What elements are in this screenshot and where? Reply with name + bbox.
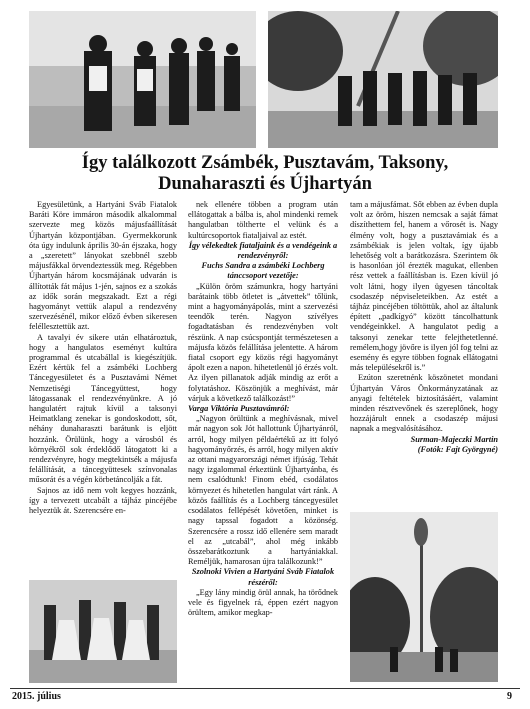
subheading: Így vélekedtek fiataljaink és a vendégeink a rendezvényről: <box>188 240 338 261</box>
paragraph: Sajnos az idő nem volt kegyes hozzánk, így a tervezett utcabált a tájház pincéjébe helyeztük át. Szerencsére en- <box>29 485 177 516</box>
paragraph: tam a májusfámat. Sőt ebben az évben dupla volt az öröm, hiszen nemcsak a saját fámat díszíthettem fel, hanem a vőrosét is. Nagy élmény volt, hogy a pusztavámiak és a zsámbékiak is jelen voltak, így újabb lehetőség volt a barátkozásra. Szerintem ők is hasonlóan jól érezték magukat, ellenben rész vettek a faállításban is. Ezen kívül jó volt látni, hogy ilyen ügyesen táncoltak csodaszép népviseleteikben. Az estét a tájház pincéjében töltöttük, ahol az általunk épített „padkígyó” között táncolhattunk vendégeinkkel. A hangulatot pedig a taksonyi zenekar tette felejthetetlenné. remélem,hogy jövőre is ilyen jól fog telni az esemény és egyre többen fognak ellátogatni más településekről is.” <box>350 200 498 373</box>
photo-dancing-couples <box>29 580 177 683</box>
subheading: Varga Viktória Pusztavámról: <box>188 404 290 414</box>
photo-parade-dancers <box>29 11 256 148</box>
text-column-3 <box>350 200 498 455</box>
paragraph: „Egy lány mindig örül annak, ha törődnek vele és figyelnek rá, éppen ezért nagyon örültem, amikor megkap- <box>188 587 338 618</box>
subheading: Fuchs Sandra a zsámbéki Lochberg tánccsoport vezetője: <box>201 261 325 281</box>
photo-maypole-raising <box>268 11 498 148</box>
footer-rule <box>10 688 520 689</box>
author-signature: Surman-Majeczki Martin <box>410 434 498 444</box>
page-number: 9 <box>507 691 512 702</box>
text-column-1 <box>29 200 177 516</box>
text-column-2 <box>188 200 338 618</box>
subheading: Szolnoki Vivien a Hartyáni Sváb Fiatalok részéről: <box>191 567 335 587</box>
paragraph: nek ellenére többen a program után ellátogattak a bálba is, ahol mindenki remek hangulatban töltheтte el velünk és a kultúrcsoportok fiataljaival az estét. <box>188 200 338 240</box>
author-signature: (Fotók: Fajt Györgyné) <box>417 444 498 454</box>
article-title-line-1: Így találkozott Zsámbék, Pusztavám, Taksony, <box>81 153 449 173</box>
paragraph: „Külön öröm számunkra, hogy hartyáni barátaink több ötletet is „átvettek” tőlünk, mint a hagyományápolás, mint a szervezési teendők terén. Nagyon szívélyes fogadtatásban és rendezvényben volt részünk. A nap csúcspontját természetesen a májusfa közös felállítása jelentette. A három fiatal csoport egy közös régi hagyományt ápolt ezen a napon. hihetetlenül jó érzés volt. Az ilyen pillanatok adják mindig az erőt a folytatáshoz. Köszönjük a meghívást, már várjuk a következő találkozást!” <box>188 281 338 403</box>
paragraph: Ezúton szeretnénk köszönetet mondani Újhartyán Város Önkormányzatának az anyagi feltételek biztosításáért, valamint minden résztvevőnek és szereplőnek, hogy hozzájárult ennek a csodaszép májusi napnak a megvalósításához. <box>350 373 498 434</box>
paragraph: „Nagyon örültünk a meghívásnak, mivel már nagyon sok Jót hallottunk Újhartyánról, arról, hogy milyen példaértékű az itt folyó hagyományőrzés, és arról, hogy milyen aktív az ottani magyarországi német ifjúság. Tehát nagy izgalommal érkeztünk Újhartyánba, és nem csalódtunk! Finom ebéd, csodálatos környezet és hihetetlen hangulat várt ránk. A közös faállítás és a Lochberg táncegyesület csodálatos fellépését követően, minket is nagy tapssal fogadott a közönség. Szerencsére a rossz idő ellenére sem maradt el az „utcabál”, ahol még inkább összebarátkoztunk a hartyániakkal. Reméljük, hamarosan újra találkozunk!” <box>188 414 338 567</box>
footer-date: 2015. július <box>12 691 61 702</box>
paragraph: Egyesületünk, a Hartyáni Sváb Fiatalok Baráti Köre immáron második alkalommal szervezte meg közös májusfaállítását Újhartyán központjában. Gyermekkorunk óta úgy indulunk április 30-án éjszaka, hogy a „szeretett” lányokat szebbnél szebb májusfákkal örvendeztessük meg. Régebben Újhartyán három kocsmájának udvarán is állították fát május 1-jén, sajnos ez a szokás az idők során megszakadt. Ezt a régi hagyományt vettük alapul a rendezvény szervezésénél, mikor előző évben sikeresen feléllesztettük azt. <box>29 200 177 332</box>
photo-maypole-tree <box>350 512 498 682</box>
paragraph: A tavalyi év sikere után elhatároztuk, hogy a hangulatos eseményt kultúra programmal és utcabállal is kiegészítjük. Ezért kértük fel a zsámbéki Lochberg Táncegyesületet és a Pusztavámi Német Nemzetiségi Táncegyüttest, hogy látogassanak el rendezvényünkre. A jó hangulatért rajtuk kívül a taksonyi Heimatklang zenekar is gondoskodott, sőt, néhány dunaharaszti barátunk is eljött hozzánk. Örülünk, hogy a városból és környékről sok érdeklődő látogatott ki a rendezvényre, hogy megtekintsék a májusfa felállítását, a táncegyüttesek színvonalas műsorát és a végén körbetáncolják a fát. <box>29 332 177 485</box>
article-title <box>40 153 490 195</box>
article-title-line-2: Dunaharaszti és Újhartyán <box>158 174 372 194</box>
